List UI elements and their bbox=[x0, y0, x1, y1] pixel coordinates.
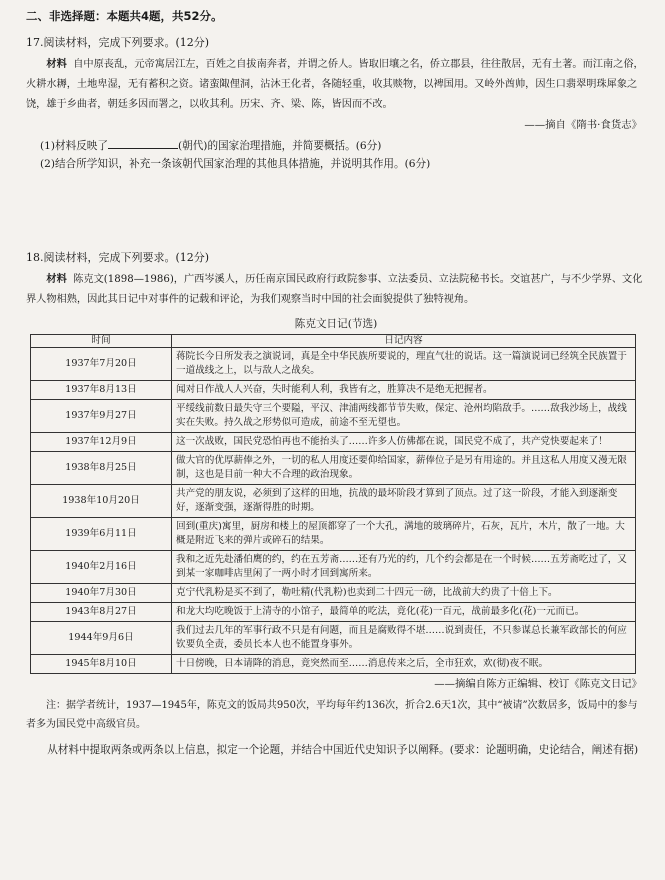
diary-content-cell: 平绥线前数日最失守三个要隘，平汉、津浦两线都节节失败，保定、沧州均陷敌手。……敌我沙场上，战线实在失败。持久战之形势似可造成，前途不至无望也。 bbox=[172, 400, 636, 433]
diary-content-cell: 回到(重庆)寓里，厨房和楼上的屋顶都穿了一个大孔，满地的玻璃碎片，石灰，瓦片，木片，散了一地。大概是附近飞来的弹片或碎石的结果。 bbox=[172, 518, 636, 551]
table-row bbox=[31, 348, 636, 381]
q18-material bbox=[26, 269, 646, 310]
q17-heading: 17.阅读材料，完成下列要求。(12分) bbox=[26, 35, 210, 49]
col-header-content: 日记内容 bbox=[172, 335, 636, 348]
q18-note: 注：据学者统计，1937—1945年，陈克文的饭局共950次，平均每年约136次，折合2.6天1次，其中“被请”次数居多，饭局中的参与者多为国民党中高级官员。 bbox=[26, 700, 638, 731]
diary-date-cell: 1937年7月20日 bbox=[31, 348, 172, 381]
q18-material-label: 材料 bbox=[46, 272, 67, 285]
diary-date-cell: 1937年9月27日 bbox=[31, 400, 172, 433]
diary-date-cell: 1940年2月16日 bbox=[31, 551, 172, 584]
diary-date-cell: 1940年7月30日 bbox=[31, 584, 172, 603]
diary-table-title: 陈克文日记(节选) bbox=[294, 317, 378, 330]
section-title: 二、非选择题：本题共4题，共52分。 bbox=[26, 9, 223, 23]
question-18 bbox=[26, 249, 646, 761]
diary-date-cell: 1938年8月25日 bbox=[31, 452, 172, 485]
q17-source: ——摘自《隋书·食货志》 bbox=[524, 118, 642, 131]
q18-task: 从材料中提取两条或两条以上信息，拟定一个论题，并结合中国近代史知识予以阐释。(要求：论题明确，史论结合，阐述有据) bbox=[47, 744, 639, 757]
diary-date-cell: 1939年6月11日 bbox=[31, 518, 172, 551]
diary-source: ——摘编自陈方正编辑、校订《陈克文日记》 bbox=[434, 678, 642, 691]
diary-content-cell: 蒋院长今日所发表之演说词，真是全中华民族所要说的，理直气壮的说话。这一篇演说词已经筑全民族置于一道战线之上，以与敌人之战矣。 bbox=[172, 348, 636, 381]
diary-content-cell: 克宁代乳粉是买不到了，勒吐精(代乳粉)也卖到二十四元一磅，比战前大约贵了十倍上下。 bbox=[172, 584, 636, 603]
table-row bbox=[31, 655, 636, 674]
diary-date-cell: 1937年12月9日 bbox=[31, 433, 172, 452]
table-row bbox=[31, 381, 636, 400]
table-row bbox=[31, 433, 636, 452]
table-row bbox=[31, 622, 636, 655]
diary-date-cell: 1943年8月27日 bbox=[31, 603, 172, 622]
question-17 bbox=[26, 34, 646, 173]
table-row bbox=[31, 400, 636, 433]
col-header-date: 时间 bbox=[31, 335, 172, 348]
diary-content-cell: 闻对日作战人人兴奋，失时能利人利，我皆有之，胜算决不是绝无把握者。 bbox=[172, 381, 636, 400]
q18-material-text: 陈克文(1898—1986)，广西岑溪人，历任南京国民政府行政院参事、立法委员、立法院秘书长。交谊甚广，与不少学界、文化界人物相熟，因此其日记中对事件的记载和评论，为我们观察当时中国的社会面貌提供了独特视角。 bbox=[26, 273, 643, 305]
answer-space bbox=[26, 175, 646, 243]
table-header-row bbox=[31, 335, 636, 348]
answer-blank[interactable] bbox=[108, 137, 178, 149]
diary-date-cell: 1944年9月6日 bbox=[31, 622, 172, 655]
table-row bbox=[31, 518, 636, 551]
diary-content-cell: 十日傍晚，日本请降的消息，竟突然而至……消息传来之后，全市狂欢，欢(彻)夜不眠。 bbox=[172, 655, 636, 674]
exam-page bbox=[26, 4, 646, 760]
diary-table bbox=[30, 334, 636, 674]
q17-material bbox=[26, 54, 646, 115]
q17-sub1-post: (朝代)的国家治理措施，并简要概括。(6分) bbox=[177, 139, 382, 152]
diary-date-cell: 1945年8月10日 bbox=[31, 655, 172, 674]
q17-sub2: (2)结合所学知识，补充一条该朝代国家治理的其他具体措施，并说明其作用。(6分) bbox=[40, 158, 431, 171]
q17-sub1 bbox=[40, 137, 646, 154]
table-row bbox=[31, 452, 636, 485]
table-row bbox=[31, 551, 636, 584]
table-row bbox=[31, 584, 636, 603]
diary-date-cell: 1937年8月13日 bbox=[31, 381, 172, 400]
diary-content-cell: 做大官的优厚薪俸之外，一切的私人用度还要仰给国家，薪俸位子是另有用途的。并且这私人用度又漫无限制，这也是目前一种大不合理的政治现象。 bbox=[172, 452, 636, 485]
diary-table-body bbox=[31, 348, 636, 674]
q17-material-label: 材料 bbox=[46, 57, 67, 70]
q18-heading: 18.阅读材料，完成下列要求。(12分) bbox=[26, 250, 210, 264]
diary-date-cell: 1938年10月20日 bbox=[31, 485, 172, 518]
diary-content-cell: 共产党的朋友说，必须到了这样的田地，抗战的最坏阶段才算到了顶点。过了这一阶段，才能入到逐渐变好，逐渐变强，逐渐得胜的时期。 bbox=[172, 485, 636, 518]
table-row bbox=[31, 603, 636, 622]
diary-content-cell: 这一次战败，国民党恐怕再也不能抬头了……许多人仿佛都在说，国民党不成了，共产党快要起来了！ bbox=[172, 433, 636, 452]
q17-material-text: 自中原丧乱，元帝寓居江左，百姓之自拔南奔者，并谓之侨人。皆取旧壤之名，侨立郡县，往往散居，无有土著。而江南之俗，火耕水耨，土地卑湿，无有蓄积之资。诸蛮陬俚洞，沾沐王化者，各随轻重，收其赕物，以裨国用。又岭外酋帅，因生口翡翠明珠犀象之饶，雄于乡曲者，朝廷多因而署之，以收其利。历宋、齐、梁、陈，皆因而不改。 bbox=[26, 58, 644, 110]
diary-content-cell: 我和之近先赴潘伯鹰的约，约在五芳斋……还有乃光的约，几个约会都是在一个时候……五芳斋吃过了，又到某一家咖啡店里闲了一两小时才回到寓所来。 bbox=[172, 551, 636, 584]
diary-content-cell: 我们过去几年的军事行政不只是有问题，而且是腐败得不堪……说到责任，不只参谋总长兼军政部长的何应钦要负全责，委员长本人也不能置身事外。 bbox=[172, 622, 636, 655]
q17-sub1-pre: (1)材料反映了 bbox=[40, 139, 108, 152]
table-row bbox=[31, 485, 636, 518]
diary-content-cell: 和龙大均吃晚饭于上清寺的小馆子，最简单的吃法，竟化(花)一百元，战前最多化(花)一元而已。 bbox=[172, 603, 636, 622]
